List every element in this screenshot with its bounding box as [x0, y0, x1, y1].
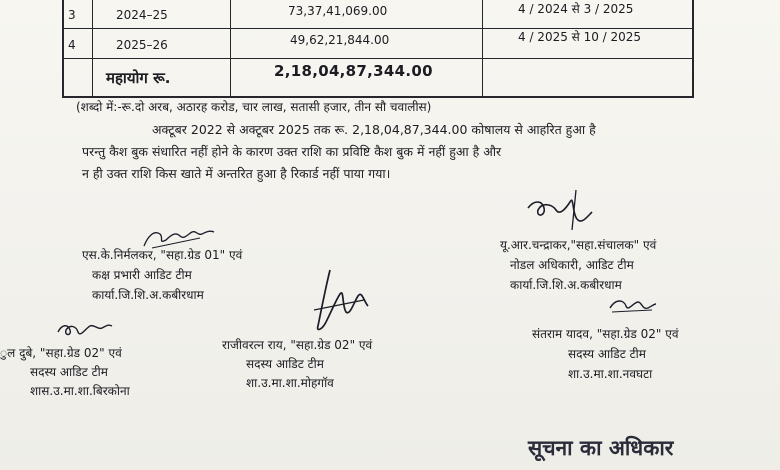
signatory-line: ुल दुबे, "सहा.ग्रेड 02" एवं	[0, 346, 122, 360]
signature-mark	[606, 294, 658, 316]
row-amount: 49,62,21,844.00	[290, 33, 390, 47]
amount-table	[62, 0, 694, 98]
signature-mark	[522, 186, 602, 234]
signatory-line: सदस्य आडिट टीम	[30, 365, 108, 379]
signatory-line: राजीवरत्न राय, "सहा.ग्रेड 02" एवं	[222, 338, 373, 352]
signatory-line: कार्या.जि.शि.अ.कबीरधाम	[510, 278, 622, 292]
signatory-line: यू.आर.चन्द्राकर,"सहा.संचालक" एवं	[500, 238, 657, 252]
signatory-line: शास.उ.मा.शा.बिरकोना	[30, 384, 130, 398]
total-label: महायोग रू.	[106, 69, 171, 87]
signatory-line: नोडल अधिकारी, आडिट टीम	[510, 258, 634, 272]
row-serial: 3	[68, 8, 76, 22]
row-serial: 4	[68, 38, 76, 52]
paragraph-line: परन्तु कैश बुक संधारित नहीं होने के कारण उक्त राशि का प्रविष्टि कैश बुक में नहीं हुआ है और	[82, 144, 502, 159]
paragraph-line: अक्टूबर 2022 से अक्टूबर 2025 तक रू. 2,18,04,87,344.00 कोषालय से आहरित हुआ है	[152, 122, 596, 137]
signatory-line: संतराम यादव, "सहा.ग्रेड 02" एवं	[532, 327, 679, 341]
signatory-line: कार्या.जि.शि.अ.कबीरधाम	[92, 288, 204, 302]
signatory-line: शा.उ.मा.शा.मोहगॉव	[246, 376, 334, 390]
signature-mark	[54, 318, 114, 342]
signatory-line: सदस्य आडिट टीम	[246, 357, 324, 371]
row-year: 2024–25	[116, 8, 168, 22]
total-amount: 2,18,04,87,344.00	[274, 62, 433, 80]
rti-stamp-text: सूचना का अधिकार	[528, 436, 674, 460]
row-period: 4 / 2025 से 10 / 2025	[518, 30, 642, 44]
row-period: 4 / 2024 से 3 / 2025	[518, 2, 634, 16]
signatory-line: शा.उ.मा.शा.नवघटा	[568, 367, 653, 381]
signatory-line: एस.के.निर्मलकर, "सहा.ग्रेड 01" एवं	[82, 248, 243, 262]
amount-in-words: (शब्दो में:-रू.दो अरब, अठारह करोड, चार लाख, सतासी हजार, तीन सौ चवालीस)	[76, 100, 432, 114]
signatory-line: कक्ष प्रभारी आडिट टीम	[92, 268, 192, 282]
signatory-line: सदस्य आडिट टीम	[568, 347, 646, 361]
signature-mark	[306, 266, 372, 338]
paragraph-line: न ही उक्त राशि किस खाते में अन्तरित हुआ है रिकार्ड नहीं पाया गया।	[82, 166, 391, 181]
row-year: 2025–26	[116, 38, 168, 52]
row-amount: 73,37,41,069.00	[288, 4, 388, 18]
